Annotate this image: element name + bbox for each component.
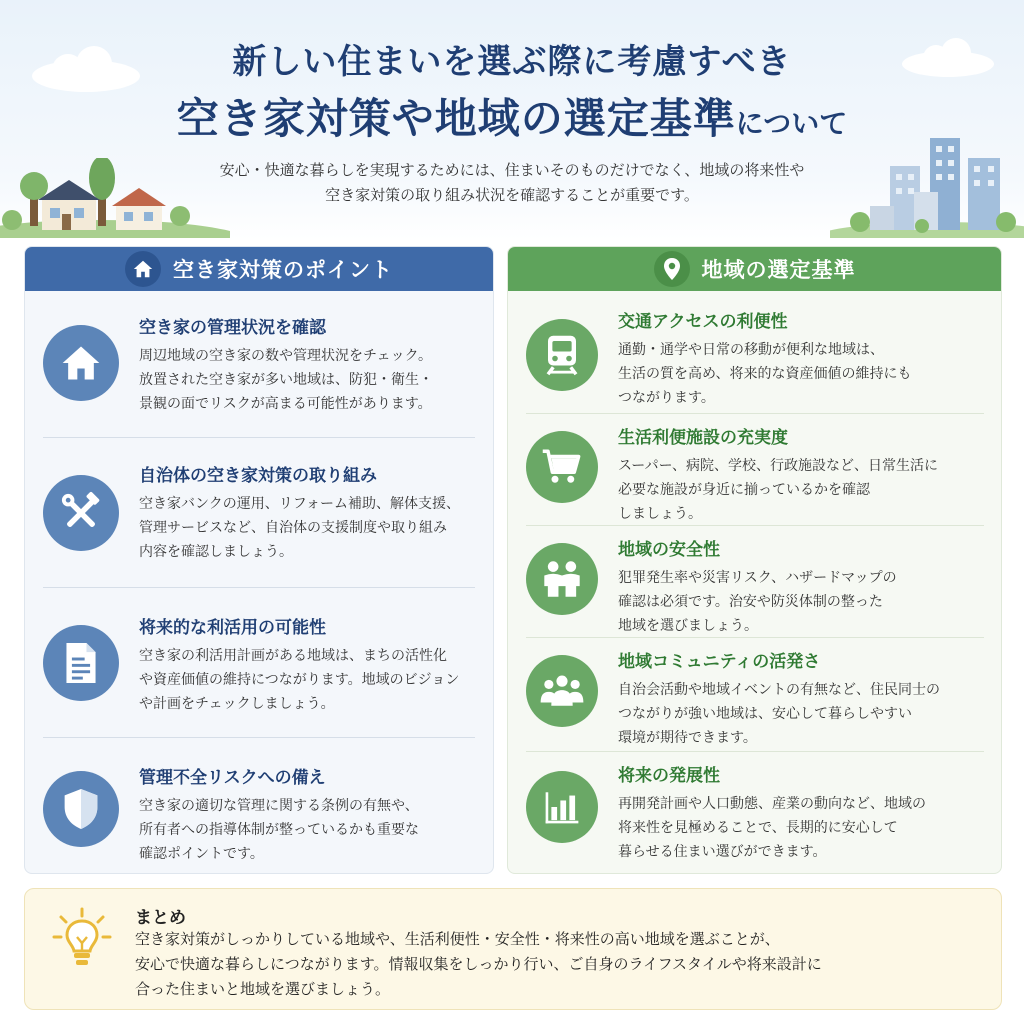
hero-header [0, 0, 1024, 240]
item-title: 将来の発展性 [618, 766, 720, 786]
family-icon [526, 543, 598, 615]
item-title: 地域の安全性 [618, 540, 720, 560]
item-line: 通勤・通学や日常の移動が便利な地域は、 [618, 342, 884, 358]
item-line: 景観の面でリスクが高まる可能性があります。 [139, 396, 432, 412]
item-line: 確認ポイントです。 [139, 846, 264, 862]
item-line: や資産価値の維持につながります。地域のビジョン [139, 672, 460, 688]
shopping-cart-icon [526, 431, 598, 503]
summary-line: 安心で快適な暮らしにつながります。情報収集をしっかり行い、ご自身のライフスタイルや将来設計に [135, 955, 822, 973]
house-icon [43, 325, 119, 401]
list-item [43, 313, 483, 416]
divider [43, 737, 475, 738]
list-item [526, 647, 991, 750]
item-title: 地域コミュニティの活発さ [618, 652, 821, 672]
item-line: 将来性を見極めることで、長期的に安心して [618, 820, 898, 836]
divider [526, 637, 984, 638]
list-item [526, 535, 991, 638]
item-title: 交通アクセスの利便性 [618, 312, 788, 332]
item-body [618, 454, 938, 526]
item-line: 管理サービスなど、自治体の支援制度や取り組み [139, 520, 447, 536]
item-line: 再開発計画や人口動態、産業の動向など、地域の [618, 796, 926, 812]
item-title: 管理不全リスクへの備え [139, 768, 326, 788]
list-item [43, 461, 483, 564]
item-body [139, 492, 460, 564]
item-line: 環境が期待できます。 [618, 730, 757, 746]
item-body [618, 792, 926, 864]
lightbulb-icon [51, 907, 113, 973]
vacant-house-measures-panel [24, 246, 494, 874]
item-title: 空き家の管理状況を確認 [139, 318, 326, 338]
divider [526, 413, 984, 414]
city-buildings-illustration [830, 136, 1024, 238]
divider [43, 437, 475, 438]
tools-icon [43, 475, 119, 551]
item-line: 生活の質を高め、将来的な資産価値の維持にも [618, 366, 912, 382]
item-line: 確認は必須です。治安や防災体制の整った [618, 594, 883, 610]
community-icon [526, 655, 598, 727]
summary-title: まとめ [135, 908, 186, 928]
item-line: つながります。 [618, 390, 715, 406]
item-line: 必要な施設が身近に揃っているかを確認 [618, 482, 870, 498]
item-line: 暮らせる住まい選びができます。 [618, 844, 827, 860]
location-pin-icon [654, 251, 690, 287]
item-line: しましょう。 [618, 506, 702, 522]
area-selection-criteria-panel [507, 246, 1002, 874]
summary-line: 空き家対策がしっかりしている地域や、生活利便性・安全性・将来性の高い地域を選ぶことが、 [135, 930, 780, 948]
item-line: 空き家バンクの運用、リフォーム補助、解体支援、 [139, 496, 461, 512]
document-icon [43, 625, 119, 701]
train-icon [526, 319, 598, 391]
panel-heading-label: 空き家対策のポイント [173, 258, 393, 282]
item-body [618, 566, 897, 638]
item-body [139, 344, 433, 416]
summary-line: 合った住まいと地域を選びましょう。 [135, 980, 391, 998]
divider [526, 525, 984, 526]
item-line: 犯罪発生率や災害リスク、ハザードマップの [618, 570, 897, 586]
item-line: 地域を選びましょう。 [618, 618, 758, 634]
page-title-suffix: について [735, 107, 848, 140]
divider [526, 751, 984, 752]
item-title: 将来的な利活用の可能性 [139, 618, 326, 638]
list-item [526, 761, 991, 864]
list-item [526, 423, 991, 526]
intro-line: 安心・快適な暮らしを実現するためには、住まいそのものだけでなく、地域の将来性や [219, 161, 805, 179]
list-item [43, 613, 483, 716]
item-title: 生活利便施設の充実度 [618, 428, 788, 448]
intro-text [150, 158, 874, 208]
summary-body [135, 927, 985, 1002]
area-selection-criteria-heading [508, 247, 1001, 291]
shield-icon [43, 771, 119, 847]
vacant-house-measures-heading [25, 247, 493, 291]
item-body [618, 338, 911, 410]
item-line: 所有者への指導体制が整っているかも重要な [139, 822, 419, 838]
item-body [139, 794, 419, 866]
list-item [526, 307, 991, 410]
bar-chart-icon [526, 771, 598, 843]
house-icon [125, 251, 161, 287]
item-line: つながりが強い地域は、安心して暮らしやすい [618, 706, 912, 722]
item-line: 内容を確認しましょう。 [139, 544, 293, 560]
item-line: 放置された空き家が多い地域は、防犯・衛生・ [139, 372, 433, 388]
item-line: 空き家の適切な管理に関する条例の有無や、 [139, 798, 419, 814]
divider [43, 587, 475, 588]
summary-box [24, 888, 1002, 1010]
item-title: 自治体の空き家対策の取り組み [139, 466, 377, 486]
page-title-main: 空き家対策や地域の選定基準 [176, 94, 736, 143]
item-line: スーパー、病院、学校、行政施設など、日常生活に [618, 458, 939, 474]
item-line: 自治会活動や地域イベントの有無など、住民同士の [618, 682, 940, 698]
list-item [43, 763, 483, 866]
item-line: や計画をチェックしましょう。 [139, 696, 335, 712]
item-line: 空き家の利活用計画がある地域は、まちの活性化 [139, 648, 447, 664]
item-line: 周辺地域の空き家の数や管理状況をチェック。 [139, 348, 433, 364]
panel-heading-label: 地域の選定基準 [701, 258, 856, 282]
item-body [139, 644, 459, 716]
intro-line: 空き家対策の取り組み状況を確認することが重要です。 [325, 186, 699, 204]
page-title-line1: 新しい住まいを選ぶ際に考慮すべき [232, 42, 792, 82]
item-body [618, 678, 940, 750]
houses-illustration [0, 158, 230, 238]
